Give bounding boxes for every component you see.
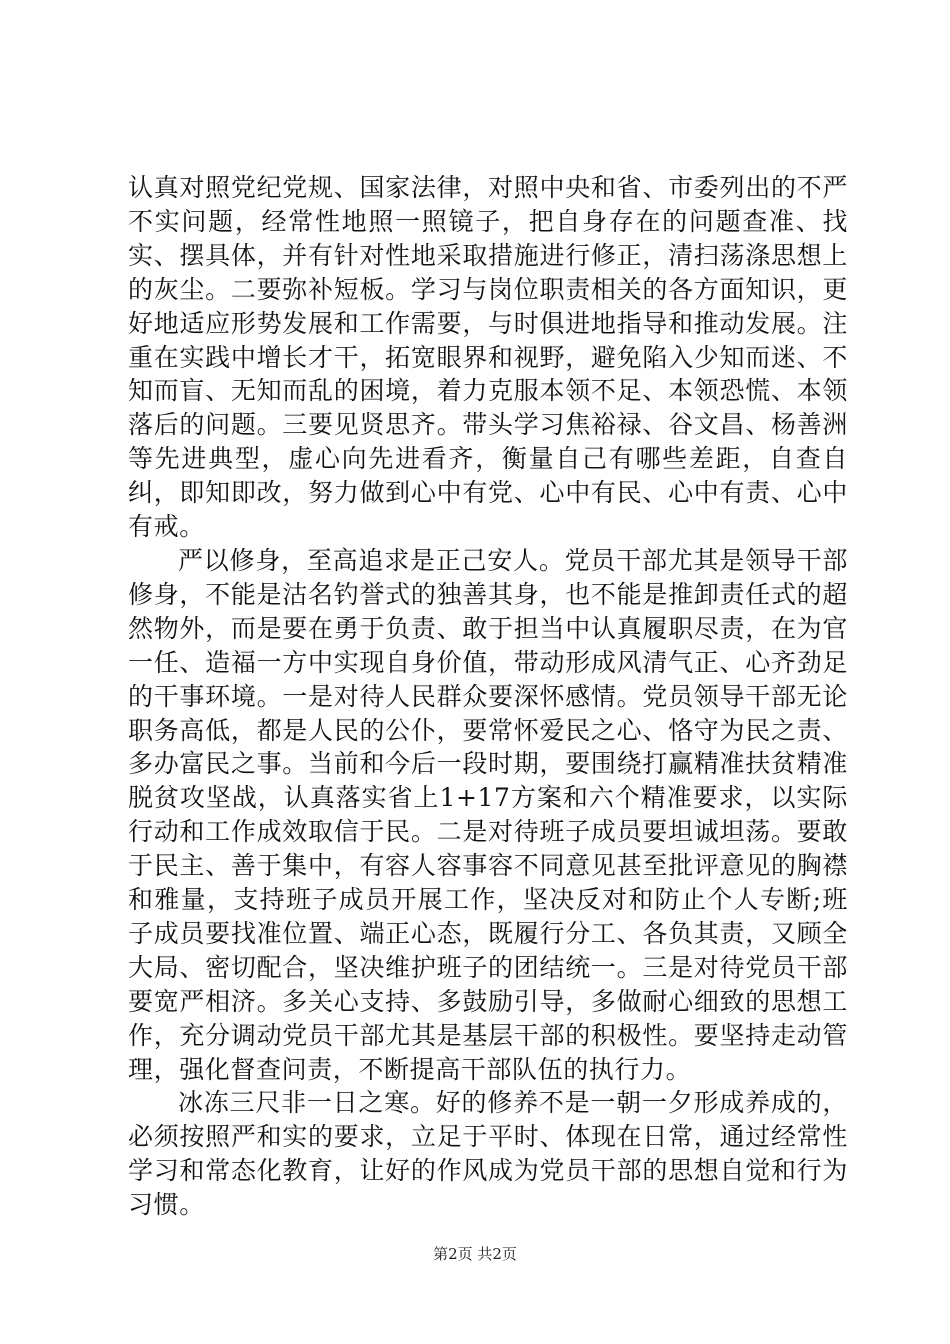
paragraph-self-cultivation: 严以修身，至高追求是正己安人。党员干部尤其是领导干部修身，不能是沽名钓誉式的独善其身，也不能是推卸责任式的超然物外，而是要在勇于负责、敢于担当中认真履职尽责，在为官一任、造福一方中实现自身价值，带动形成风清气正、心齐劲足的干事环境。一是对待人民群众要深怀感情。党员领导干部无论职务高低，都是人民的公仆，要常怀爱民之心、恪守为民之责、多办富民之事。当前和今后一段时期，要围绕打赢精准扶贫精准脱贫攻坚战，认真落实省上1+17方案和六个精准要求，以实际行动和工作成效取信于民。二是对待班子成员要坦诚坦荡。要敢于民主、善于集中，有容人容事容不同意见甚至批评意见的胸襟和雅量，支持班子成员开展工作，坚决反对和防止个人专断;班子成员要找准位置、端正心态，既履行分工、各负其责，又顾全大局、密切配合，坚决维护班子的团结统一。三是对待党员干部要宽严相济。多关心支持、多鼓励引导，多做耐心细致的思想工作，充分调动党员干部尤其是基层干部的积极性。要坚持走动管理，强化督查问责，不断提高干部队伍的执行力。 — [128, 545, 848, 1084]
paragraph-conclusion: 冰冻三尺非一日之寒。好的修养不是一朝一夕形成养成的，必须按照严和实的要求，立足于平时、体现在日常，通过经常性学习和常态化教育，让好的作风成为党员干部的思想自觉和行为习惯。 — [128, 1088, 848, 1220]
paragraph-continued: 认真对照党纪党规、国家法律，对照中央和省、市委列出的不严不实问题，经常性地照一照镜子，把自身存在的问题查准、找实、摆具体，并有针对性地采取措施进行修正，清扫荡涤思想上的灰尘。二要弥补短板。学习与岗位职责相关的各方面知识，更好地适应形势发展和工作需要，与时俱进地指导和推动发展。注重在实践中增长才干，拓宽眼界和视野，避免陷入少知而迷、不知而盲、无知而乱的困境，着力克服本领不足、本领恐慌、本领落后的问题。三要见贤思齐。带头学习焦裕禄、谷文昌、杨善洲等先进典型，虚心向先进看齐，衡量自己有哪些差距，自查自纠，即知即改，努力做到心中有党、心中有民、心中有责、心中有戒。 — [128, 173, 848, 542]
document-body — [128, 171, 848, 1222]
page-number-footer: 第2页 共2页 — [433, 1245, 517, 1263]
